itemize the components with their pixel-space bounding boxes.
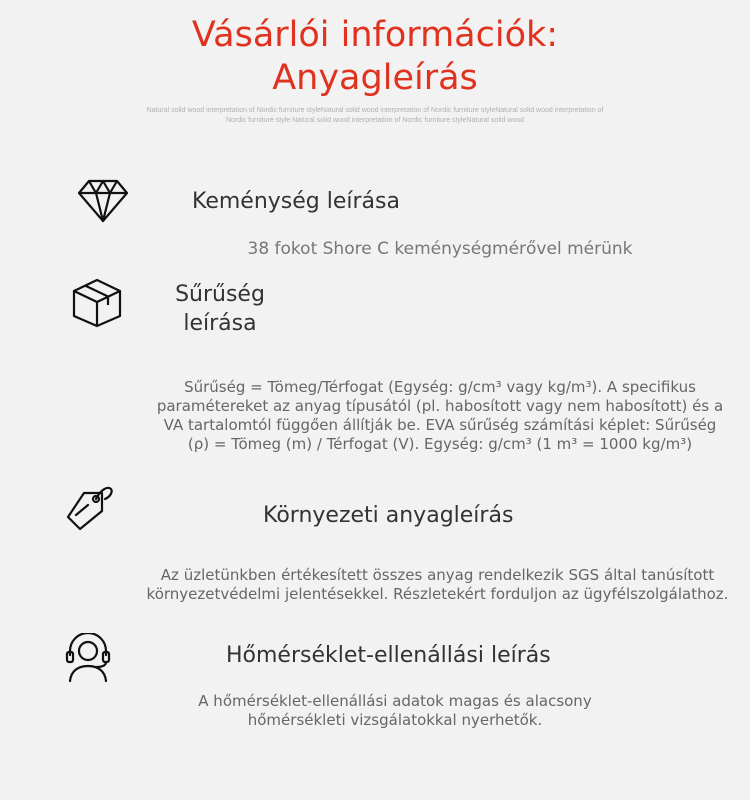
section-heading-environment: Környezeti anyagleírás xyxy=(263,503,514,528)
page-title xyxy=(0,14,750,100)
box-icon xyxy=(72,278,122,328)
diamond-icon xyxy=(77,178,129,224)
section-heading-density-line-2: leírása xyxy=(183,311,257,336)
price-tag-icon xyxy=(66,485,114,531)
page-subtitle: Natural solid wood interpretation of Nordic furniture styleNatural solid wood interpretation of Nordic furniture styleNatural solid wood interpretation of Nordic furniture style Natural solid wood interpretation of Nordic furniture styleNatural solid wood xyxy=(146,107,604,124)
page-title-line-2: Anyagleírás xyxy=(272,58,478,98)
section-description-temperature: A hőmérséklet-ellenállási adatok magas és alacsony hőmérsékleti vizsgálatokkal nyerhetők. xyxy=(198,692,592,729)
section-heading-density xyxy=(160,280,280,338)
section-heading-hardness: Keménység leírása xyxy=(192,189,400,214)
headset-icon xyxy=(64,633,112,683)
section-heading-temperature: Hőmérséklet-ellenállási leírás xyxy=(226,643,551,668)
page-title-line-1: Vásárlói információk: xyxy=(191,15,559,55)
section-description-hardness: 38 fokot Shore C keménységmérővel mérünk xyxy=(247,239,633,259)
section-description-density: Sűrűség = Tömeg/Térfogat (Egység: g/cm³ vagy kg/m³). A specifikus paramétereket az anyag típusától (pl. habosított vagy nem habosított) és a VA tartalomtól függően állítják be. EVA sűrűség számítási képlet: Sűrűség (ρ) = Tömeg (m) / Térfogat (V). Egység: g/cm³ (1 m³ = 1000 kg/m³) xyxy=(156,378,724,453)
section-description-environment: Az üzletünkben értékesített összes anyag rendelkezik SGS által tanúsított környezetvédelmi jelentésekkel. Részletekért forduljon az ügyfélszolgálathoz. xyxy=(146,566,729,603)
section-heading-density-line-1: Sűrűség xyxy=(175,282,265,307)
